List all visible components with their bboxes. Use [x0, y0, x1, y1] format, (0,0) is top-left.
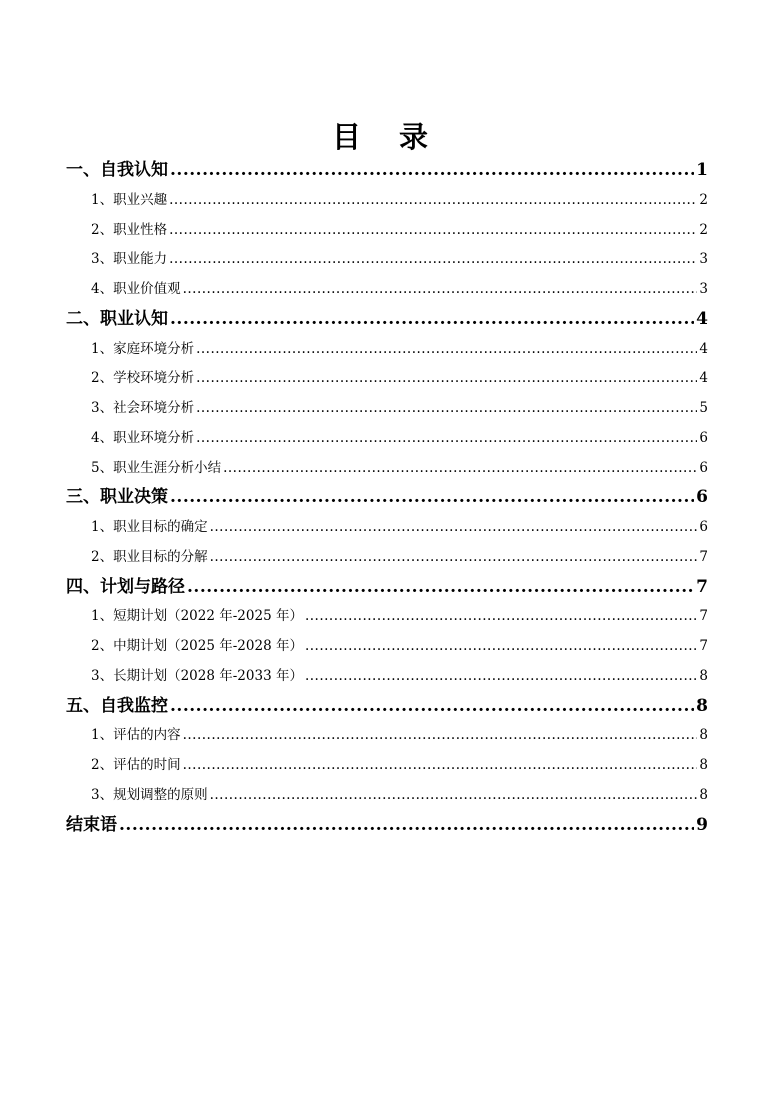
toc-entry-title: 3、社会环境分析 [91, 400, 195, 416]
toc-dot-leader [210, 786, 698, 804]
toc-section-link[interactable] [66, 814, 708, 836]
toc-page-number: 8 [699, 786, 708, 803]
toc-entry-title: 1、评估的内容 [91, 727, 181, 744]
toc-entry-title: 2、学校环境分析 [91, 370, 195, 387]
toc-dot-leader [170, 695, 694, 717]
toc-entry-title: 2、职业性格 [91, 221, 168, 238]
toc-section-link[interactable] [66, 159, 708, 181]
toc-dot-leader [169, 250, 697, 268]
toc-entry-title: 1、家庭环境分析 [91, 340, 195, 357]
toc-entry-title: 1、短期计划（2022 年-2025 年） [91, 608, 303, 625]
toc-entry-title: 五、自我监控 [66, 695, 168, 716]
toc-entry-title: 3、长期计划（2028 年-2033 年） [91, 667, 303, 684]
toc-subsection-link[interactable] [91, 518, 708, 536]
toc-page-number: 9 [696, 814, 708, 835]
toc-entry-title: 三、职业决策 [66, 487, 168, 508]
toc-dot-leader [305, 667, 697, 685]
toc-dot-leader [305, 637, 697, 655]
toc-dot-leader [210, 548, 698, 566]
toc-dot-leader [196, 399, 697, 417]
toc-page-number: 2 [699, 191, 708, 208]
toc-page-number: 1 [696, 160, 708, 180]
toc-page-number: 6 [699, 519, 708, 535]
toc-subsection-link[interactable] [91, 280, 708, 298]
toc-dot-leader [187, 576, 694, 598]
toc-entry-title: 四、计划与路径 [66, 576, 185, 597]
toc-subsection-link[interactable] [91, 340, 708, 358]
toc-subsection-link[interactable] [91, 429, 708, 447]
toc-entry-title: 5、职业生涯分析小结 [91, 459, 222, 476]
toc-page-number: 3 [699, 251, 708, 268]
toc-entry-title: 3、规划调整的原则 [91, 786, 208, 803]
toc-page-number: 7 [696, 576, 708, 597]
toc-dot-leader [170, 159, 694, 181]
toc-page-number: 8 [696, 695, 708, 716]
toc-page-number: 7 [699, 638, 708, 654]
toc-subsection-link[interactable] [91, 637, 708, 655]
toc-entry-title: 4、职业环境分析 [91, 429, 195, 446]
toc-entry-title: 1、职业兴趣 [91, 191, 168, 208]
page-title: 目 录 [331, 120, 443, 154]
toc-entry-title: 一、自我认知 [66, 160, 168, 180]
toc-subsection-link[interactable] [91, 786, 708, 804]
toc-dot-leader [183, 726, 698, 744]
toc-section-link[interactable] [66, 695, 708, 717]
toc-page-number: 4 [699, 370, 708, 387]
toc-dot-leader [305, 607, 697, 625]
toc-page-number: 6 [696, 487, 708, 508]
toc-dot-leader [196, 429, 697, 447]
toc-page-number: 6 [699, 459, 708, 476]
toc-subsection-link[interactable] [91, 667, 708, 685]
toc-subsection-link[interactable] [91, 369, 708, 387]
toc-entry-title: 2、中期计划（2025 年-2028 年） [91, 638, 303, 654]
toc-subsection-link[interactable] [91, 726, 708, 744]
toc-entry-title: 2、职业目标的分解 [91, 548, 208, 565]
toc-entry-title: 二、职业认知 [66, 308, 168, 329]
toc-page-number: 6 [699, 429, 708, 446]
toc-subsection-link[interactable] [91, 399, 708, 417]
toc-dot-leader [119, 814, 694, 836]
toc-dot-leader [210, 518, 698, 536]
toc-dot-leader [223, 459, 697, 477]
toc-section-link[interactable] [66, 308, 708, 330]
toc-dot-leader [169, 191, 697, 209]
toc-subsection-link[interactable] [91, 191, 708, 209]
toc-dot-leader [196, 340, 697, 358]
toc-section-link[interactable] [66, 576, 708, 598]
toc-subsection-link[interactable] [91, 459, 708, 477]
toc-subsection-link[interactable] [91, 756, 708, 774]
toc-page-number: 7 [699, 608, 708, 625]
toc-dot-leader [170, 486, 694, 508]
toc-page-number: 4 [696, 308, 708, 329]
toc-page-number: 3 [699, 281, 708, 297]
toc-subsection-link[interactable] [91, 221, 708, 239]
toc-page-number: 7 [699, 548, 708, 565]
toc-entry-title: 2、评估的时间 [91, 757, 181, 773]
toc-page-number: 8 [699, 667, 708, 684]
toc-page-number: 8 [699, 757, 708, 773]
toc-entry-title: 1、职业目标的确定 [91, 519, 208, 535]
toc-page-number: 2 [699, 221, 708, 238]
toc-section-link[interactable] [66, 486, 708, 508]
toc-subsection-link[interactable] [91, 250, 708, 268]
toc-dot-leader [169, 221, 697, 239]
toc-page-number: 4 [699, 340, 708, 357]
toc-entry-title: 结束语 [66, 814, 117, 835]
toc-dot-leader [183, 280, 698, 298]
toc-page-number: 8 [699, 727, 708, 744]
toc-subsection-link[interactable] [91, 548, 708, 566]
toc-dot-leader [196, 369, 697, 387]
toc-entry-title: 3、职业能力 [91, 251, 168, 268]
toc-page-number: 5 [699, 400, 708, 416]
toc-dot-leader [170, 308, 694, 330]
toc-subsection-link[interactable] [91, 607, 708, 625]
toc-dot-leader [183, 756, 698, 774]
toc-entry-title: 4、职业价值观 [91, 281, 181, 297]
